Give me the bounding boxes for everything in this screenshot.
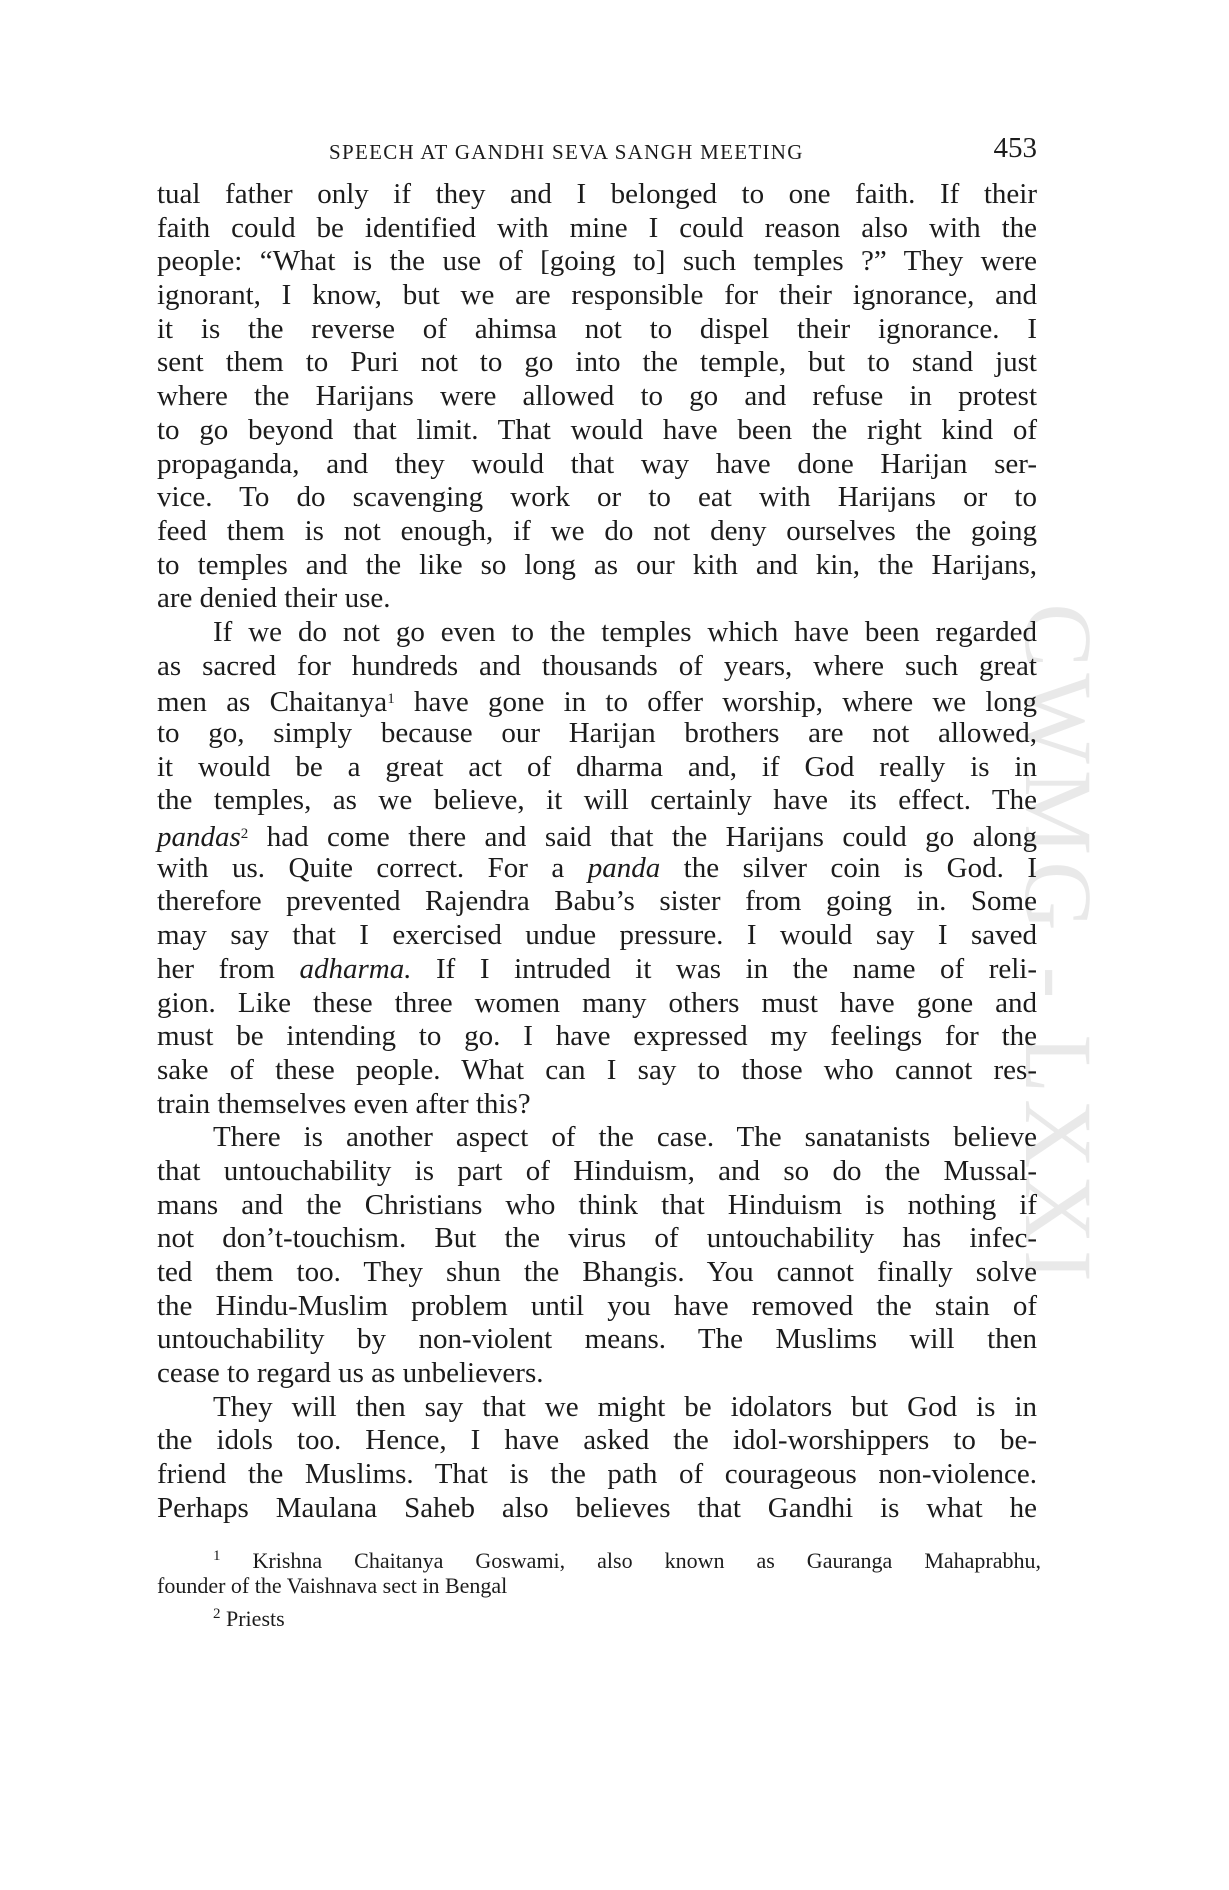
text-line: train themselves even after this? [157,1087,531,1120]
text-line [157,852,1037,886]
running-head [157,132,1037,170]
footnote-text: Priests [220,1606,285,1631]
text-line: to temples and the like so long as our kith and kin, the Harijans, [157,548,1037,581]
text-line: are denied their use. [157,582,391,615]
text-line: as sacred for hundreds and thousands of years, where such great [157,649,1037,682]
italic-term: panda [587,851,661,884]
italic-term: pandas [157,821,241,854]
text-segment: with us. Quite correct. For a [157,851,588,884]
text-segment: had come there and said that the Harijans could go along [248,821,1037,854]
text-line [157,818,1037,852]
text-line: it would be a great act of dharma and, if God really is in [157,750,1037,783]
footnote-line [157,1542,1041,1571]
text-line: may say that I exercised undue pressure. I would say I saved [157,919,1037,952]
text-line [157,683,1037,717]
text-line: it is the reverse of ahimsa not to dispel their ignorance. I [157,312,1037,345]
text-line: There is another aspect of the case. The sanatanists believe [213,1121,1037,1154]
text-line: vice. To do scavenging work or to eat with Harijans or to [157,481,1037,514]
text-line: the Hindu-Muslim problem until you have removed the stain of [157,1289,1037,1322]
text-line: therefore prevented Rajendra Babu’s sister from going in. Some [157,885,1037,918]
footnote-text: Krishna Chaitanya Goswami, also known as Gauranga Mahaprabhu, [220,1548,1041,1573]
text-line: tual father only if they and I belonged to one faith. If their [157,178,1037,210]
text-line: to go beyond that limit. That would have been the right kind of [157,413,1037,446]
text-line: people: “What is the use of [going to] such temples ?” They were [157,245,1037,278]
body-text [157,178,1037,1526]
page-number: 453 [993,132,1037,164]
text-line: the idols too. Hence, I have asked the idol-worshippers to be- [157,1424,1037,1457]
text-segment: have gone in to offer worship, where we long [394,686,1037,719]
text-segment: the silver coin is God. I [660,851,1037,884]
text-line [157,953,1037,987]
text-segment: her from [157,952,300,985]
text-line: not don’t-touchism. But the virus of untouchability has infec- [157,1222,1037,1255]
text-line: to go, simply because our Harijan brothers are not allowed, [157,717,1037,749]
text-line: must be intending to go. I have expressed my feelings for the [157,1020,1037,1053]
footnotes [157,1542,1041,1629]
text-line: cease to regard us as unbelievers. [157,1357,544,1390]
text-line: propaganda, and they would that way have done Harijan ser- [157,447,1037,480]
text-line: sent them to Puri not to go into the temple, but to stand just [157,346,1037,379]
text-line: feed them is not enough, if we do not deny ourselves the going [157,514,1037,547]
text-line: If we do not go even to the temples which have been regarded [213,615,1037,648]
text-line: ted them too. They shun the Bhangis. You cannot finally solve [157,1256,1037,1288]
footnote-line: founder of the Vaishnava sect in Bengal [157,1573,508,1598]
text-line: ignorant, I know, but we are responsible for their ignorance, and [157,279,1037,312]
text-line: friend the Muslims. That is the path of courageous non-violence. [157,1458,1037,1491]
text-line: mans and the Christians who think that Hinduism is nothing if [157,1188,1037,1221]
footnote-marker: 1 [387,691,395,708]
text-line: where the Harijans were allowed to go and refuse in protest [157,380,1037,413]
text-line: the temples, as we believe, it will certainly have its effect. The [157,784,1037,817]
footnote-marker: 2 [240,826,249,843]
running-title: SPEECH AT GANDHI SEVA SANGH MEETING [329,140,804,164]
text-line: faith could be identified with mine I could reason also with the [157,211,1037,244]
text-line: sake of these people. What can I say to those who cannot res- [157,1053,1037,1086]
italic-term: adharma. [299,952,412,985]
text-line: that untouchability is part of Hinduism, and so do the Mussal- [157,1154,1037,1187]
footnote-number: 1 [213,1548,221,1564]
footnote-number: 2 [213,1606,221,1622]
footnote-line [157,1600,1041,1629]
text-line: gion. Like these three women many others must have gone and [157,986,1037,1019]
text-line: They will then say that we might be idolators but God is in [213,1390,1037,1423]
text-segment: men as Chaitanya [157,686,388,719]
text-line: Perhaps Maulana Saheb also believes that Gandhi is what he [157,1491,1037,1524]
watermark-text: CWMG - LXXI [1004,602,1112,1288]
text-segment: If I intruded it was in the name of reli- [411,952,1037,985]
text-line: untouchability by non-violent means. The Muslims will then [157,1323,1037,1356]
